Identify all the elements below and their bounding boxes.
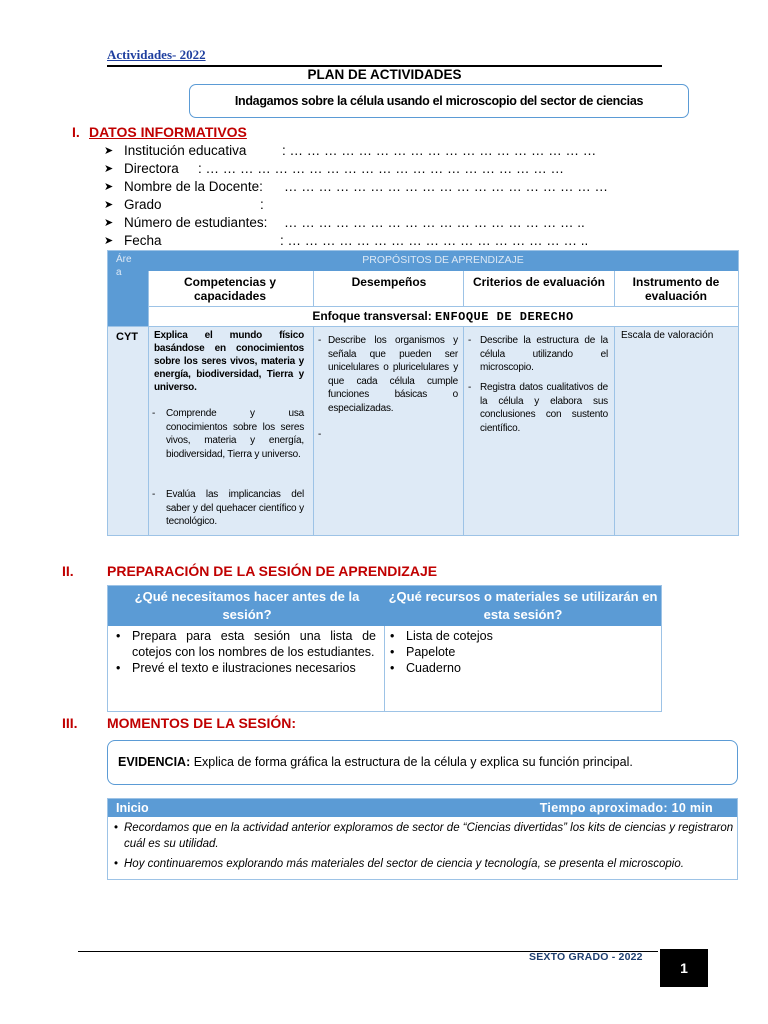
area-header-cell bbox=[108, 271, 148, 327]
activity-title-box bbox=[189, 84, 689, 118]
info-value: : … … … … … … … … … … … … … … … … … … … … … bbox=[198, 161, 565, 176]
page-title: PLAN DE ACTIVIDADES bbox=[307, 67, 462, 82]
activity-title: Indagamos sobre la célula usando el microscopio del sector de ciencias bbox=[234, 94, 644, 108]
recursos-list bbox=[388, 628, 648, 676]
dash-bullet: - bbox=[318, 429, 322, 440]
list-item: • Prevé el texto e ilustraciones necesarios bbox=[114, 660, 376, 676]
info-list bbox=[104, 142, 608, 250]
divider bbox=[614, 327, 615, 535]
list-item: • Papelote bbox=[388, 644, 648, 660]
col-header-criterios: Criterios de evaluación bbox=[472, 275, 606, 289]
evidence-text: Explica de forma gráfica la estructura de la célula y explica su función principal. bbox=[193, 755, 633, 769]
divider bbox=[614, 271, 615, 307]
info-item-institucion bbox=[104, 142, 608, 160]
area-header: Áre a bbox=[116, 254, 132, 278]
antes-list bbox=[114, 628, 376, 676]
info-label: Grado bbox=[124, 197, 162, 212]
list-item: • Prepara para esta sesión una lista de cotejos con los nombres de los estudiantes. bbox=[114, 628, 376, 660]
section-2-title: PREPARACIÓN DE LA SESIÓN DE APRENDIZAJE bbox=[107, 563, 438, 579]
dash-bullet: - bbox=[152, 408, 156, 419]
info-item-docente bbox=[104, 178, 608, 196]
criterio-item: Describe la estructura de la célula utilizando el microscopio. bbox=[480, 335, 608, 373]
list-item: • Recordamos que en la actividad anterior exploramos de sector de “Ciencias divertidas” los kits de ciencias y registraron cuál es su utilidad. bbox=[112, 820, 734, 852]
inicio-header bbox=[108, 799, 737, 817]
section-3-title: MOMENTOS DE LA SESIÓN: bbox=[107, 715, 297, 731]
col-header-competencias: Competencias y capacidades bbox=[183, 275, 277, 303]
section-1-number: I. bbox=[72, 124, 80, 140]
evidence-label: EVIDENCIA: bbox=[118, 755, 191, 769]
dash-bullet: - bbox=[468, 335, 472, 346]
info-value: : … … … … … … … … … … … … … … … … … … bbox=[282, 143, 597, 158]
info-value: : bbox=[260, 197, 264, 212]
dash-bullet: - bbox=[468, 382, 472, 393]
inicio-list bbox=[112, 820, 734, 876]
desempeno-item: Describe los organismos y señala que pueden ser unicelulares o pluricelulares y que cada célula cumple funciones básicas o especializadas. bbox=[328, 335, 458, 414]
divider bbox=[384, 626, 385, 711]
criterio-item: Registra datos cualitativos de la célula y elabora sus conclusiones con sustento científico. bbox=[480, 382, 608, 434]
enfoque-transversal bbox=[148, 307, 738, 325]
capacidad-item: Comprende y usa conocimientos sobre los seres vivos, materia y energía, biodiversidad, Tierra y universo. bbox=[166, 408, 304, 460]
col-header-recursos: ¿Qué recursos o materiales se utilizarán en esta sesión? bbox=[388, 589, 658, 622]
info-value: … … … … … … … … … … … … … … … … … .. bbox=[284, 215, 585, 230]
info-value: : … … … … … … … … … … … … … … … … … .. bbox=[280, 233, 589, 248]
arrow-bullet-icon: ➤ bbox=[104, 217, 114, 229]
divider bbox=[148, 271, 149, 535]
divider bbox=[313, 271, 314, 307]
info-item-directora bbox=[104, 160, 608, 178]
info-label: Nombre de la Docente: bbox=[124, 179, 263, 194]
dash-bullet: - bbox=[152, 489, 156, 500]
inicio-label: Inicio bbox=[116, 801, 149, 815]
tiempo-label: Tiempo aproximado: 10 min bbox=[539, 801, 713, 815]
section-2-number: II. bbox=[62, 563, 74, 579]
arrow-bullet-icon: ➤ bbox=[104, 235, 114, 247]
enfoque-value: ENFOQUE DE DERECHO bbox=[435, 310, 574, 324]
list-item: • Lista de cotejos bbox=[388, 628, 648, 644]
dash-bullet: - bbox=[318, 335, 322, 346]
capacidad-item: Evalúa las implicancias del saber y del quehacer científico y tecnológico. bbox=[166, 489, 304, 527]
activities-link[interactable]: Actividades- 2022 bbox=[107, 47, 206, 62]
divider bbox=[108, 326, 738, 327]
footer-grade: SEXTO GRADO - 2022 bbox=[529, 951, 643, 963]
info-label: Directora bbox=[124, 161, 179, 176]
page-number: 1 bbox=[660, 949, 708, 987]
info-value: … … … … … … … … … … … … … … … … … … … bbox=[284, 179, 609, 194]
info-label: Institución educativa bbox=[124, 143, 247, 158]
list-item: • Hoy continuaremos explorando más materiales del sector de ciencia y tecnología, se presenta el microscopio. bbox=[112, 856, 734, 872]
arrow-bullet-icon: ➤ bbox=[104, 163, 114, 175]
enfoque-label: Enfoque transversal: bbox=[312, 309, 432, 323]
info-item-estudiantes bbox=[104, 214, 608, 232]
info-item-grado bbox=[104, 196, 608, 214]
arrow-bullet-icon: ➤ bbox=[104, 145, 114, 157]
info-label: Fecha bbox=[124, 233, 162, 248]
divider bbox=[313, 327, 314, 535]
instrumento-text: Escala de valoración bbox=[621, 330, 714, 341]
col-header-antes: ¿Qué necesitamos hacer antes de la sesión? bbox=[134, 589, 360, 622]
evidence-box bbox=[107, 740, 738, 785]
section-1-title: DATOS INFORMATIVOS bbox=[89, 124, 247, 140]
col-header-desempenos: Desempeños bbox=[351, 275, 427, 289]
preparation-table bbox=[107, 585, 662, 712]
divider bbox=[463, 271, 464, 307]
competencia-text: Explica el mundo físico basándose en conocimientos sobre los seres vivos, materia y energía, biodiversidad, Tierra y universo. bbox=[154, 330, 304, 393]
info-label: Número de estudiantes: bbox=[124, 215, 268, 230]
divider bbox=[463, 327, 464, 535]
section-3-number: III. bbox=[62, 715, 78, 731]
arrow-bullet-icon: ➤ bbox=[104, 199, 114, 211]
col-header-instrumento: Instrumento de evaluación bbox=[632, 275, 720, 303]
info-item-fecha bbox=[104, 232, 608, 250]
list-item: • Cuaderno bbox=[388, 660, 648, 676]
area-cyt: CYT bbox=[116, 331, 138, 343]
purposes-table bbox=[107, 250, 739, 536]
arrow-bullet-icon: ➤ bbox=[104, 181, 114, 193]
inicio-table bbox=[107, 798, 738, 880]
purposes-header: PROPÓSITOS DE APRENDIZAJE bbox=[362, 254, 524, 266]
